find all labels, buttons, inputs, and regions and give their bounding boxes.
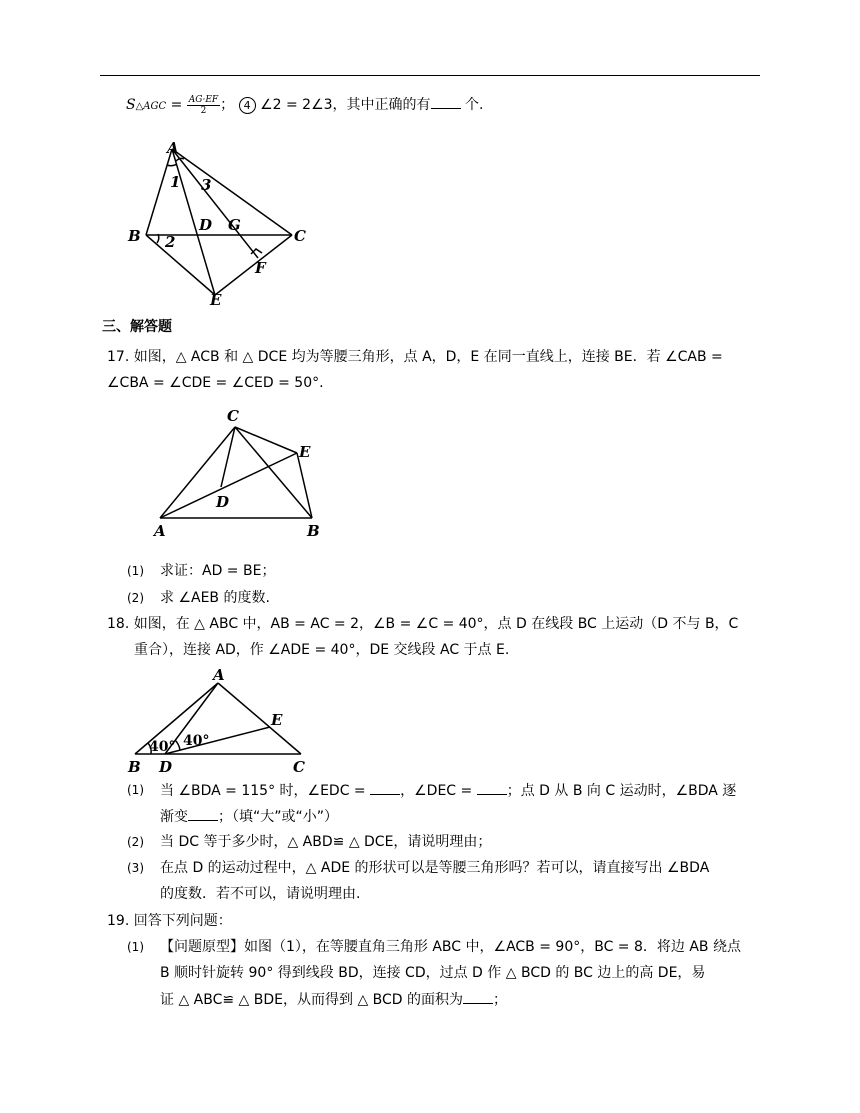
- q19-sub1: [127, 937, 741, 957]
- label-A: A: [154, 522, 166, 540]
- segment-CE: [235, 427, 297, 453]
- answer-blank[interactable]: [431, 94, 461, 109]
- figure-q18: [125, 665, 320, 775]
- segment-AB: [146, 149, 172, 235]
- label-C: C: [294, 227, 306, 245]
- q18-sub3-text-1: 在点 D 的运动过程中，△ ADE 的形状可以是等腰三角形吗？若可以，请直接写出 ∠BDA: [160, 860, 710, 876]
- answer-blank[interactable]: [188, 806, 218, 821]
- q18-line1: [107, 614, 738, 634]
- label-E: E: [271, 711, 283, 729]
- q19-intro: [107, 911, 232, 931]
- q19-text-3-tail: ；: [493, 992, 508, 1008]
- label-B: B: [128, 758, 141, 775]
- question-number: 17.: [107, 349, 130, 365]
- q17-sub1: [127, 561, 276, 581]
- segment-CB: [235, 427, 312, 518]
- label-G: G: [228, 216, 241, 234]
- segment-AF: [172, 149, 258, 258]
- q18-sub1-a: 当 ∠BDA = 115° 时，∠EDC =: [160, 783, 371, 799]
- q18-sub1-line2-b: ；（填“大”或“小”）: [218, 809, 339, 825]
- angle-label-D: 40°: [183, 733, 210, 749]
- fraction-denominator: 2: [200, 105, 207, 116]
- question-number: 18.: [107, 616, 130, 632]
- section-title: 三、解答题: [102, 319, 172, 335]
- label-A: A: [213, 666, 225, 684]
- figure-q16: [120, 135, 320, 310]
- label-D: D: [199, 216, 213, 234]
- label-E: E: [210, 291, 222, 309]
- q19-text-1: 【问题原型】如图（1），在等腰直角三角形 ABC 中，∠ACB = 90°，BC = 8．将边 AB 绕点: [160, 939, 741, 955]
- q18-sub2-text: 当 DC 等于多少时，△ ABD≌ △ DCE，请说明理由；: [160, 834, 492, 850]
- label-3: 3: [201, 176, 212, 194]
- q17-sub1-text: 求证：AD = BE；: [160, 563, 276, 579]
- q19-line3: [160, 989, 507, 1010]
- answer-blank[interactable]: [370, 780, 400, 795]
- q18-sub3-line2: 的度数．若不可以，请说明理由.: [160, 886, 361, 902]
- separator: ；: [220, 97, 235, 113]
- sub-number: (3): [127, 861, 144, 875]
- tail-text: 个.: [460, 97, 484, 113]
- q18-sub1-b: ，∠DEC =: [400, 783, 477, 799]
- segment-DE: [165, 727, 270, 754]
- label-B: B: [307, 522, 320, 540]
- label-A: A: [167, 139, 179, 157]
- segment-AC: [218, 683, 301, 754]
- q19-text-3: 证 △ ABC≌ △ BDE，从而得到 △ BCD 的面积为: [160, 992, 464, 1008]
- answer-blank[interactable]: [477, 780, 507, 795]
- area-subscript: △AGC: [135, 101, 167, 112]
- q19-intro-text: 回答下列问题：: [133, 913, 232, 929]
- label-C: C: [227, 407, 239, 425]
- angle-mark-1: [167, 164, 177, 166]
- label-2: 2: [165, 233, 176, 251]
- sub-number: (1): [127, 564, 144, 578]
- q18-sub1-c: ；点 D 从 B 向 C 运动时，∠BDA 逐: [506, 783, 737, 799]
- q17-text-1: 如图，△ ACB 和 △ DCE 均为等腰三角形，点 A，D，E 在同一直线上，连接 BE．若 ∠CAB =: [133, 349, 723, 365]
- question-number: 19.: [107, 913, 130, 929]
- q18-text-1: 如图，在 △ ABC 中，AB = AC = 2，∠B = ∠C = 40°，点 D 在线段 BC 上运动（D 不与 B，C: [133, 616, 739, 632]
- right-angle-mark: [251, 249, 262, 254]
- equals: =: [166, 97, 187, 113]
- angle-mark-D: [175, 740, 180, 750]
- figure-q17: [147, 405, 327, 540]
- segment-EC: [215, 235, 292, 295]
- q18-line2: 重合），连接 AD，作 ∠ADE = 40°，DE 交线段 AC 于点 E.: [134, 642, 510, 658]
- label-F: F: [255, 259, 266, 277]
- q17-line2: ∠CBA = ∠CDE = ∠CED = 50°.: [107, 375, 324, 391]
- angle-label-B: 40°: [149, 739, 176, 755]
- q18-sub3: [127, 858, 710, 878]
- q18-sub2: [127, 832, 492, 852]
- label-C: C: [293, 758, 305, 775]
- label-E: E: [299, 443, 311, 461]
- q19-line2: B 顺时针旋转 90° 得到线段 BD，连接 CD，过点 D 作 △ BCD 的 BC 边上的高 DE，易: [160, 965, 706, 981]
- label-D: D: [216, 493, 230, 511]
- label-D: D: [159, 758, 173, 775]
- sub-number: (2): [127, 835, 144, 849]
- q18-sub1: [127, 780, 737, 800]
- label-1: 1: [170, 173, 181, 191]
- sub-number: (2): [127, 591, 144, 605]
- fraction-numerator: AG·EF: [188, 94, 219, 105]
- segment-BE: [146, 235, 215, 295]
- q17-sub2-text: 求 ∠AEB 的度数.: [160, 590, 270, 606]
- q18-sub1-line2-a: 渐变: [160, 809, 188, 825]
- answer-blank[interactable]: [463, 989, 493, 1004]
- angle-statement: ∠2 = 2∠3，其中正确的有: [260, 97, 431, 113]
- q16-statement: [126, 94, 483, 117]
- q17-sub2: [127, 588, 270, 608]
- sub-number: (1): [127, 783, 144, 797]
- fraction: [187, 95, 220, 116]
- sub-number: (1): [127, 940, 144, 954]
- label-B: B: [128, 227, 141, 245]
- q18-sub1-line2: [160, 806, 338, 827]
- circled-number: 4: [239, 97, 256, 114]
- area-symbol: S: [126, 97, 136, 113]
- q17-line1: [107, 347, 723, 367]
- header-rule: [100, 75, 760, 76]
